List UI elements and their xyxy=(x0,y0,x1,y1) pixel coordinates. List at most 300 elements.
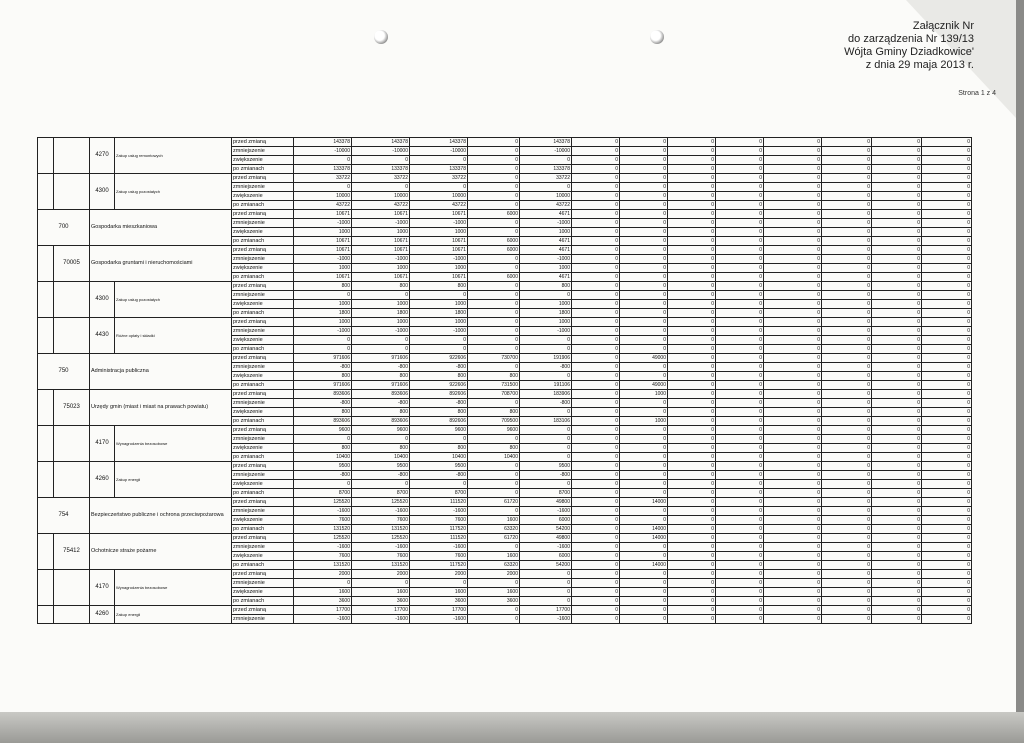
amount-cell: 0 xyxy=(572,345,620,354)
amount-cell: 0 xyxy=(822,336,872,345)
amount-cell: 0 xyxy=(668,372,716,381)
section-name: Bezpieczeństwo publiczne i ochrona przeciwpożarowa xyxy=(90,498,232,534)
amount-cell: 0 xyxy=(668,606,716,615)
amount-cell: 0 xyxy=(922,291,972,300)
amount-cell: 0 xyxy=(764,201,822,210)
amount-cell: 10671 xyxy=(410,237,468,246)
amount-cell: 0 xyxy=(764,300,822,309)
amount-cell: 0 xyxy=(872,516,922,525)
amount-cell: 0 xyxy=(922,210,972,219)
amount-cell: 0 xyxy=(922,480,972,489)
amount-cell: 0 xyxy=(716,435,764,444)
amount-cell: -1600 xyxy=(294,615,352,624)
amount-cell: 0 xyxy=(668,291,716,300)
amount-cell: 0 xyxy=(520,291,572,300)
paragraph-code: 4260 xyxy=(90,462,115,498)
amount-cell: 0 xyxy=(872,228,922,237)
amount-cell: 1600 xyxy=(352,588,410,597)
amount-cell: 0 xyxy=(822,345,872,354)
amount-cell: 8700 xyxy=(520,489,572,498)
amount-cell: 4671 xyxy=(520,246,572,255)
amount-cell: 0 xyxy=(822,282,872,291)
amount-cell: 0 xyxy=(922,579,972,588)
amount-cell: 0 xyxy=(716,408,764,417)
amount-cell: -1600 xyxy=(352,543,410,552)
amount-cell: 0 xyxy=(668,444,716,453)
amount-cell: 0 xyxy=(872,489,922,498)
amount-cell: 0 xyxy=(620,165,668,174)
change-type-label: po zmianach xyxy=(232,273,294,282)
paragraph-name: Zakup usług remontowych xyxy=(115,138,232,174)
amount-cell: 0 xyxy=(764,507,822,516)
amount-cell: 0 xyxy=(468,579,520,588)
amount-cell: 0 xyxy=(716,552,764,561)
amount-cell: 8700 xyxy=(294,489,352,498)
amount-cell: 1000 xyxy=(352,318,410,327)
amount-cell: 0 xyxy=(822,255,872,264)
amount-cell: 0 xyxy=(872,408,922,417)
change-type-label: przed zmianą xyxy=(232,246,294,255)
amount-cell: 0 xyxy=(668,183,716,192)
amount-cell: 800 xyxy=(468,444,520,453)
amount-cell: 0 xyxy=(822,246,872,255)
amount-cell: -800 xyxy=(294,363,352,372)
amount-cell: 0 xyxy=(872,345,922,354)
amount-cell: 0 xyxy=(294,156,352,165)
amount-cell: 0 xyxy=(668,615,716,624)
amount-cell: 17700 xyxy=(352,606,410,615)
amount-cell: 0 xyxy=(620,363,668,372)
amount-cell: 0 xyxy=(922,435,972,444)
amount-cell: 43722 xyxy=(410,201,468,210)
amount-cell: 10400 xyxy=(468,453,520,462)
amount-cell: 0 xyxy=(822,480,872,489)
amount-cell: 0 xyxy=(922,219,972,228)
amount-cell: 0 xyxy=(764,471,822,480)
amount-cell: -10000 xyxy=(352,147,410,156)
amount-cell: 0 xyxy=(520,588,572,597)
amount-cell: 0 xyxy=(716,390,764,399)
amount-cell: 0 xyxy=(872,264,922,273)
amount-cell: 0 xyxy=(294,480,352,489)
amount-cell: 10000 xyxy=(410,192,468,201)
amount-cell: 0 xyxy=(822,516,872,525)
amount-cell: 0 xyxy=(922,372,972,381)
amount-cell: -800 xyxy=(352,471,410,480)
amount-cell: 61720 xyxy=(468,498,520,507)
punch-hole xyxy=(374,30,388,44)
amount-cell: 0 xyxy=(872,210,922,219)
amount-cell: 0 xyxy=(620,372,668,381)
amount-cell: 0 xyxy=(572,327,620,336)
amount-cell: 0 xyxy=(572,489,620,498)
amount-cell: 0 xyxy=(572,471,620,480)
amount-cell: 0 xyxy=(922,273,972,282)
paragraph-name: Różne opłaty i składki xyxy=(115,318,232,354)
amount-cell: 0 xyxy=(668,507,716,516)
paragraph-name: Zakup usług pozostałych xyxy=(115,282,232,318)
amount-cell: 0 xyxy=(764,516,822,525)
amount-cell: 10671 xyxy=(294,210,352,219)
amount-cell: 0 xyxy=(872,552,922,561)
amount-cell: 2000 xyxy=(468,570,520,579)
change-type-label: zwiększenie xyxy=(232,300,294,309)
amount-cell: 0 xyxy=(716,381,764,390)
blank-cell xyxy=(38,138,54,174)
amount-cell: 0 xyxy=(822,372,872,381)
amount-cell: 0 xyxy=(668,192,716,201)
amount-cell: 0 xyxy=(716,498,764,507)
amount-cell: 0 xyxy=(922,300,972,309)
amount-cell: 0 xyxy=(716,138,764,147)
amount-cell: 4671 xyxy=(520,237,572,246)
amount-cell: 893606 xyxy=(294,390,352,399)
amount-cell: -800 xyxy=(410,363,468,372)
amount-cell: 0 xyxy=(822,561,872,570)
amount-cell: 0 xyxy=(922,471,972,480)
amount-cell: 0 xyxy=(620,255,668,264)
change-type-label: zmniejszenie xyxy=(232,579,294,588)
amount-cell: 0 xyxy=(668,552,716,561)
amount-cell: 0 xyxy=(822,237,872,246)
amount-cell: 0 xyxy=(872,597,922,606)
chapter-code: 75023 xyxy=(54,390,90,426)
change-type-label: zwiększenie xyxy=(232,588,294,597)
amount-cell: 0 xyxy=(668,579,716,588)
amount-cell: 0 xyxy=(668,336,716,345)
amount-cell: 0 xyxy=(520,345,572,354)
amount-cell: 0 xyxy=(872,363,922,372)
amount-cell: 0 xyxy=(922,561,972,570)
amount-cell: 0 xyxy=(572,264,620,273)
amount-cell: 0 xyxy=(764,255,822,264)
change-type-label: przed zmianą xyxy=(232,534,294,543)
amount-cell: 0 xyxy=(620,588,668,597)
amount-cell: 1000 xyxy=(520,264,572,273)
amount-cell: 0 xyxy=(922,390,972,399)
amount-cell: -1000 xyxy=(352,219,410,228)
amount-cell: 10671 xyxy=(294,273,352,282)
amount-cell: 1600 xyxy=(410,588,468,597)
amount-cell: 0 xyxy=(922,534,972,543)
amount-cell: 0 xyxy=(468,291,520,300)
amount-cell: 43722 xyxy=(352,201,410,210)
amount-cell: -1000 xyxy=(410,219,468,228)
amount-cell: 10671 xyxy=(410,246,468,255)
section-code: 754 xyxy=(38,498,90,534)
amount-cell: 0 xyxy=(922,570,972,579)
amount-cell: 0 xyxy=(764,246,822,255)
table-row xyxy=(38,354,972,363)
amount-cell: -1000 xyxy=(520,327,572,336)
amount-cell: 0 xyxy=(620,318,668,327)
amount-cell: 0 xyxy=(922,237,972,246)
amount-cell: 0 xyxy=(620,462,668,471)
chapter-name: Urzędy gmin (miast i miast na prawach powiatu) xyxy=(90,390,232,426)
amount-cell: 0 xyxy=(352,183,410,192)
amount-cell: 49000 xyxy=(620,381,668,390)
amount-cell: 0 xyxy=(620,201,668,210)
amount-cell: 0 xyxy=(668,543,716,552)
change-type-label: zmniejszenie xyxy=(232,471,294,480)
amount-cell: 0 xyxy=(764,219,822,228)
amount-cell: 0 xyxy=(822,507,872,516)
amount-cell: 0 xyxy=(620,597,668,606)
amount-cell: 0 xyxy=(716,399,764,408)
table-row xyxy=(38,282,972,291)
amount-cell: 0 xyxy=(822,201,872,210)
amount-cell: 0 xyxy=(872,174,922,183)
amount-cell: -1000 xyxy=(294,219,352,228)
amount-cell: 0 xyxy=(668,399,716,408)
amount-cell: 0 xyxy=(922,327,972,336)
amount-cell: 0 xyxy=(822,210,872,219)
amount-cell: 0 xyxy=(922,264,972,273)
amount-cell: 800 xyxy=(410,444,468,453)
page-number: Strona 1 z 4 xyxy=(958,90,996,97)
amount-cell: 0 xyxy=(764,417,822,426)
amount-cell: 3600 xyxy=(352,597,410,606)
change-type-label: zmniejszenie xyxy=(232,363,294,372)
amount-cell: 0 xyxy=(922,255,972,264)
amount-cell: 0 xyxy=(764,174,822,183)
change-type-label: przed zmianą xyxy=(232,606,294,615)
amount-cell: 0 xyxy=(922,246,972,255)
amount-cell: 0 xyxy=(822,264,872,273)
amount-cell: 0 xyxy=(822,489,872,498)
amount-cell: 0 xyxy=(716,354,764,363)
amount-cell: 0 xyxy=(822,300,872,309)
amount-cell: 0 xyxy=(410,345,468,354)
amount-cell: 0 xyxy=(872,291,922,300)
amount-cell: 0 xyxy=(922,336,972,345)
table-row xyxy=(38,138,972,147)
amount-cell: 800 xyxy=(410,282,468,291)
paragraph-code: 4300 xyxy=(90,282,115,318)
amount-cell: 0 xyxy=(468,219,520,228)
amount-cell: 800 xyxy=(468,408,520,417)
amount-cell: 0 xyxy=(468,480,520,489)
change-type-label: przed zmianą xyxy=(232,174,294,183)
amount-cell: 0 xyxy=(764,453,822,462)
section-name: Gospodarka mieszkaniowa xyxy=(90,210,232,246)
amount-cell: 0 xyxy=(872,300,922,309)
amount-cell: 0 xyxy=(822,381,872,390)
amount-cell: 143378 xyxy=(294,138,352,147)
amount-cell: 0 xyxy=(872,444,922,453)
amount-cell: 1600 xyxy=(468,552,520,561)
amount-cell: 0 xyxy=(620,345,668,354)
amount-cell: 63320 xyxy=(468,561,520,570)
amount-cell: 0 xyxy=(822,408,872,417)
amount-cell: 125520 xyxy=(294,498,352,507)
amount-cell: 0 xyxy=(716,462,764,471)
blank-cell xyxy=(54,462,90,498)
amount-cell: 0 xyxy=(668,174,716,183)
paragraph-code: 4260 xyxy=(90,606,115,624)
amount-cell: 0 xyxy=(468,183,520,192)
amount-cell: 0 xyxy=(668,345,716,354)
table-row xyxy=(38,246,972,255)
amount-cell: 0 xyxy=(822,165,872,174)
amount-cell: 0 xyxy=(872,165,922,174)
amount-cell: 0 xyxy=(764,363,822,372)
amount-cell: 0 xyxy=(468,606,520,615)
amount-cell: 1000 xyxy=(294,264,352,273)
amount-cell: 0 xyxy=(822,291,872,300)
amount-cell: 0 xyxy=(668,255,716,264)
amount-cell: 0 xyxy=(668,309,716,318)
amount-cell: 0 xyxy=(620,444,668,453)
amount-cell: 0 xyxy=(620,543,668,552)
amount-cell: 0 xyxy=(620,219,668,228)
amount-cell: 0 xyxy=(922,165,972,174)
amount-cell: 0 xyxy=(764,381,822,390)
amount-cell: 0 xyxy=(764,390,822,399)
amount-cell: 0 xyxy=(922,363,972,372)
blank-cell xyxy=(54,318,90,354)
amount-cell: 10671 xyxy=(352,246,410,255)
amount-cell: 0 xyxy=(872,426,922,435)
amount-cell: 63320 xyxy=(468,525,520,534)
amount-cell: 0 xyxy=(668,300,716,309)
amount-cell: 0 xyxy=(764,561,822,570)
amount-cell: 191106 xyxy=(520,381,572,390)
amount-cell: 0 xyxy=(716,444,764,453)
amount-cell: 0 xyxy=(572,210,620,219)
amount-cell: 0 xyxy=(572,453,620,462)
amount-cell: 0 xyxy=(468,318,520,327)
table-row xyxy=(38,210,972,219)
blank-cell xyxy=(38,282,54,318)
amount-cell: 1800 xyxy=(352,309,410,318)
amount-cell: 0 xyxy=(872,534,922,543)
amount-cell: -1000 xyxy=(352,255,410,264)
amount-cell: 0 xyxy=(822,597,872,606)
amount-cell: 0 xyxy=(716,570,764,579)
amount-cell: 0 xyxy=(572,183,620,192)
amount-cell: 0 xyxy=(572,192,620,201)
amount-cell: 0 xyxy=(468,327,520,336)
amount-cell: 0 xyxy=(520,336,572,345)
amount-cell: 1000 xyxy=(294,300,352,309)
amount-cell: 10000 xyxy=(294,192,352,201)
amount-cell: -10000 xyxy=(410,147,468,156)
amount-cell: 0 xyxy=(668,588,716,597)
amount-cell: 0 xyxy=(764,498,822,507)
amount-cell: 0 xyxy=(572,435,620,444)
amount-cell: 800 xyxy=(294,372,352,381)
section-name: Administracja publiczna xyxy=(90,354,232,390)
amount-cell: 0 xyxy=(764,597,822,606)
amount-cell: 0 xyxy=(572,597,620,606)
amount-cell: 0 xyxy=(294,183,352,192)
amount-cell: 0 xyxy=(620,615,668,624)
amount-cell: 0 xyxy=(620,246,668,255)
amount-cell: 0 xyxy=(716,597,764,606)
amount-cell: 33722 xyxy=(520,174,572,183)
amount-cell: 0 xyxy=(764,291,822,300)
amount-cell: 0 xyxy=(572,255,620,264)
amount-cell: 800 xyxy=(352,282,410,291)
amount-cell: -800 xyxy=(520,399,572,408)
amount-cell: 708700 xyxy=(468,390,520,399)
amount-cell: 0 xyxy=(922,399,972,408)
amount-cell: 0 xyxy=(872,138,922,147)
amount-cell: 0 xyxy=(922,174,972,183)
amount-cell: 800 xyxy=(520,282,572,291)
authority-line: Wójta Gminy Dziadkowice' xyxy=(844,46,974,58)
amount-cell: 1600 xyxy=(468,588,520,597)
amount-cell: 0 xyxy=(716,417,764,426)
amount-cell: 0 xyxy=(716,219,764,228)
amount-cell: 0 xyxy=(822,318,872,327)
blank-cell xyxy=(38,318,54,354)
amount-cell: 0 xyxy=(668,471,716,480)
amount-cell: 1800 xyxy=(520,309,572,318)
amount-cell: 0 xyxy=(716,255,764,264)
amount-cell: 1600 xyxy=(468,516,520,525)
amount-cell: 0 xyxy=(352,345,410,354)
amount-cell: 0 xyxy=(764,399,822,408)
amount-cell: 0 xyxy=(668,165,716,174)
amount-cell: 731500 xyxy=(468,381,520,390)
amount-cell: 0 xyxy=(410,435,468,444)
amount-cell: 0 xyxy=(668,435,716,444)
amount-cell: 183106 xyxy=(520,417,572,426)
amount-cell: 0 xyxy=(468,507,520,516)
amount-cell: 0 xyxy=(572,534,620,543)
amount-cell: 0 xyxy=(822,138,872,147)
amount-cell: 0 xyxy=(468,282,520,291)
amount-cell: 0 xyxy=(764,264,822,273)
change-type-label: zmniejszenie xyxy=(232,399,294,408)
amount-cell: 9500 xyxy=(410,462,468,471)
amount-cell: -800 xyxy=(410,471,468,480)
amount-cell: 0 xyxy=(922,381,972,390)
amount-cell: 0 xyxy=(822,435,872,444)
amount-cell: 0 xyxy=(922,426,972,435)
paragraph-code: 4170 xyxy=(90,570,115,606)
amount-cell: 10400 xyxy=(352,453,410,462)
amount-cell: 0 xyxy=(716,201,764,210)
amount-cell: 143378 xyxy=(410,138,468,147)
amount-cell: 0 xyxy=(716,345,764,354)
amount-cell: 0 xyxy=(716,309,764,318)
amount-cell: 0 xyxy=(716,606,764,615)
amount-cell: 0 xyxy=(872,561,922,570)
amount-cell: -1000 xyxy=(352,327,410,336)
amount-cell: 0 xyxy=(716,615,764,624)
amount-cell: 0 xyxy=(572,219,620,228)
amount-cell: 0 xyxy=(468,228,520,237)
blank-cell xyxy=(54,138,90,174)
amount-cell: 143378 xyxy=(520,138,572,147)
amount-cell: 1800 xyxy=(410,309,468,318)
amount-cell: 0 xyxy=(572,372,620,381)
amount-cell: 0 xyxy=(668,228,716,237)
change-type-label: zmniejszenie xyxy=(232,435,294,444)
amount-cell: 33722 xyxy=(410,174,468,183)
amount-cell: 0 xyxy=(822,498,872,507)
amount-cell: 1000 xyxy=(410,300,468,309)
amount-cell: 33722 xyxy=(352,174,410,183)
amount-cell: 14000 xyxy=(620,561,668,570)
amount-cell: 800 xyxy=(352,372,410,381)
amount-cell: 1000 xyxy=(294,318,352,327)
amount-cell: 0 xyxy=(620,471,668,480)
amount-cell: -800 xyxy=(294,471,352,480)
